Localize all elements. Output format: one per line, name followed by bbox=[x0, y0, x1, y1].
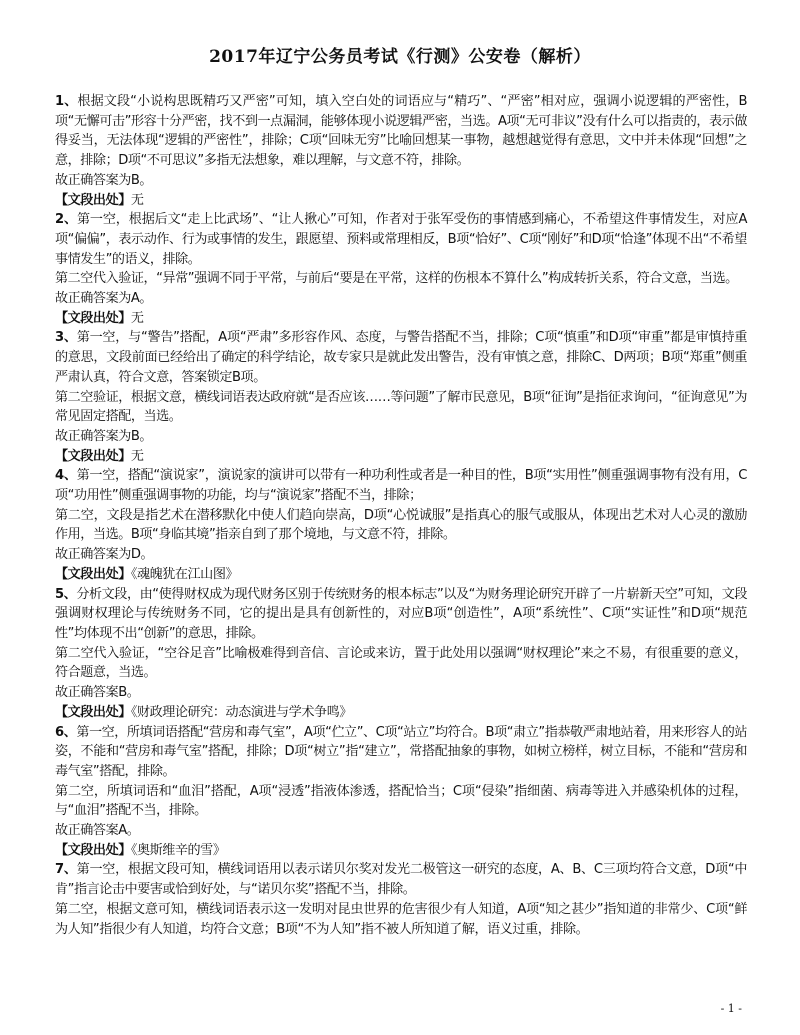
question-text: 第一空，根据文段可知，横线词语用以表示诺贝尔奖对发光二极管这一研究的态度，A、B、C三项均符合文意，D项“中肯”指言论击中要害或恰到好处，与“诺贝尔奖”搭配不当，排除。 bbox=[55, 862, 747, 898]
source-text: 《财政理论研究：动态演进与学术争鸣》 bbox=[130, 704, 352, 720]
answer-line: 故正确答案为D。 bbox=[55, 547, 154, 563]
source-line bbox=[55, 447, 747, 467]
source-line bbox=[55, 565, 747, 585]
question-5-paragraph bbox=[55, 585, 747, 644]
answer-line: 故正确答案为B。 bbox=[55, 428, 153, 444]
question-number: 5、 bbox=[55, 586, 77, 602]
answer-line: 故正确答案A。 bbox=[55, 823, 140, 839]
question-text: 第二空验证，根据文意，横线词语表达政府就“是否应该……等问题”了解市民意见，B项“征询”是指征求询问，“征询意见”为常见固定搭配，当选。 bbox=[55, 389, 747, 425]
question-text: 第二空，所填词语和“血泪”搭配，A项“浸透”指液体渗透，搭配恰当；C项“侵染”指细菌、病毒等进入并感染机体的过程，与“血泪”搭配不当，排除。 bbox=[55, 783, 747, 819]
source-text: 《奥斯维辛的雪》 bbox=[130, 842, 226, 858]
question-text: 第一空，根据后文“走上比武场”、“让人揪心”可知，作者对于张军受伤的事情感到痛心，不希望这件事情发生，对应A项“偏偏”，表示动作、行为或事情的发生，跟愿望、预料或常理相反，B项“恰好”、C项“刚好”和D项“恰逢”体现不出“不希望事情发生”的语义，排除。 bbox=[55, 212, 747, 267]
source-label: 【文段出处】 bbox=[55, 566, 131, 582]
question-text: 第二空代入验证，“空谷足音”比喻极难得到音信、言论或来访，置于此处用以强调“财权理论”来之不易，有很重要的意义，符合题意，当选。 bbox=[55, 645, 747, 681]
question-7-paragraph bbox=[55, 860, 747, 899]
source-line bbox=[55, 703, 747, 723]
question-text: 第二空，根据文意可知，横线词语表示这一发明对昆虫世界的危害很少有人知道，A项“知之甚少”指知道的非常少、C项“鲜为人知”指很少有人知道，均符合文意；B项“不为人知”指不被人所知道了解，语义过重，排除。 bbox=[55, 901, 747, 937]
question-number: 2、 bbox=[55, 212, 77, 228]
answer-line: 故正确答案为A。 bbox=[55, 291, 153, 307]
question-6-paragraph bbox=[55, 723, 747, 782]
page-number: - 1 - bbox=[720, 1002, 742, 1015]
question-text: 第二空，文段是指艺术在潜移默化中使人们趋向崇高，D项“心悦诚服”是指真心的服气或服从，体现出艺术对人心灵的激励作用，当选。B项“身临其境”指亲自到了那个境地，与文意不符，排除。 bbox=[55, 507, 747, 543]
question-text: 根据文段“小说构思既精巧又严密”可知，填入空白处的词语应与“精巧”、“严密”相对应，强调小说逻辑的严密性，B项“无懈可击”形容十分严密，找不到一点漏洞，能够体现小说逻辑严密，当选。A项“无可非议”没有什么可以指责的，表示做得妥当，无法体现“逻辑的严密性”，排除；C项“回味无穷”比喻回想某一事物，越想越觉得有意思，文中并未体现“回想”之意，排除；D项“不可思议”多指无法想象，难以理解，与文意不符，排除。 bbox=[55, 94, 747, 169]
source-line bbox=[55, 191, 747, 211]
source-text: 《魂魄犹在江山图》 bbox=[130, 566, 239, 582]
question-number: 4、 bbox=[55, 468, 77, 484]
question-text: 分析文段，由“使得财权成为现代财务区别于传统财务的根本标志”以及“为财务理论研究开辟了一片崭新天空”可知，文段强调财权理论与传统财务不同，它的提出是具有创新性的，对应B项“创造性”，A项“系统性”、C项“实证性”和D项“规范性”均体现不出“创新”的意思，排除。 bbox=[55, 586, 747, 641]
question-text: 第二空代入验证，“异常”强调不同于平常，与前后“要是在平常，这样的伤根本不算什么”构成转折关系，符合文意，当选。 bbox=[55, 271, 738, 287]
question-2-paragraph bbox=[55, 210, 747, 269]
question-number: 7、 bbox=[55, 862, 77, 878]
source-label: 【文段出处】 bbox=[55, 310, 131, 326]
question-4-paragraph bbox=[55, 466, 747, 505]
question-number: 3、 bbox=[55, 330, 77, 346]
document-title: 2017年辽宁公务员考试《行测》公安卷（解析） bbox=[209, 47, 591, 67]
question-number: 1、 bbox=[55, 94, 78, 109]
source-label: 【文段出处】 bbox=[55, 704, 131, 720]
question-3-paragraph bbox=[55, 328, 747, 387]
source-text: 无 bbox=[130, 310, 144, 326]
source-text: 无 bbox=[130, 448, 144, 464]
source-label: 【文段出处】 bbox=[55, 842, 131, 858]
answer-line: 故正确答案为B。 bbox=[55, 172, 153, 188]
question-text: 第一空，所填词语搭配“营房和毒气室”，A项“伫立”、C项“站立”均符合。B项“肃立”指恭敬严肃地站着，用来形容人的站姿，不能和“营房和毒气室”搭配，排除；D项“树立”指“建立”，常搭配抽象的事物，如树立榜样，树立目标，不能和“营房和毒气室”搭配，排除。 bbox=[55, 724, 747, 779]
document-body bbox=[55, 92, 747, 939]
answer-line: 故正确答案B。 bbox=[55, 685, 140, 701]
source-line bbox=[55, 309, 747, 329]
question-number: 6、 bbox=[55, 724, 77, 740]
source-label: 【文段出处】 bbox=[55, 192, 131, 208]
question-text: 第一空，与“警告”搭配，A项“严肃”多形容作风、态度，与警告搭配不当，排除；C项“慎重”和D项“审重”都是审慎持重的意思，文段前面已经给出了确定的科学结论，故专家只是就此发出警告，没有审慎之意，排除C、D两项；B项“郑重”侧重严肃认真，符合文意，答案锁定B项。 bbox=[55, 330, 747, 385]
question-text: 第一空，搭配“演说家”，演说家的演讲可以带有一种功利性或者是一种目的性，B项“实用性”侧重强调事物有没有用，C项“功用性”侧重强调事物的功能，均与“演说家”搭配不当，排除； bbox=[55, 468, 747, 504]
source-text: 无 bbox=[130, 192, 144, 208]
question-1-paragraph bbox=[55, 92, 747, 171]
source-line bbox=[55, 841, 747, 861]
source-label: 【文段出处】 bbox=[55, 448, 131, 464]
